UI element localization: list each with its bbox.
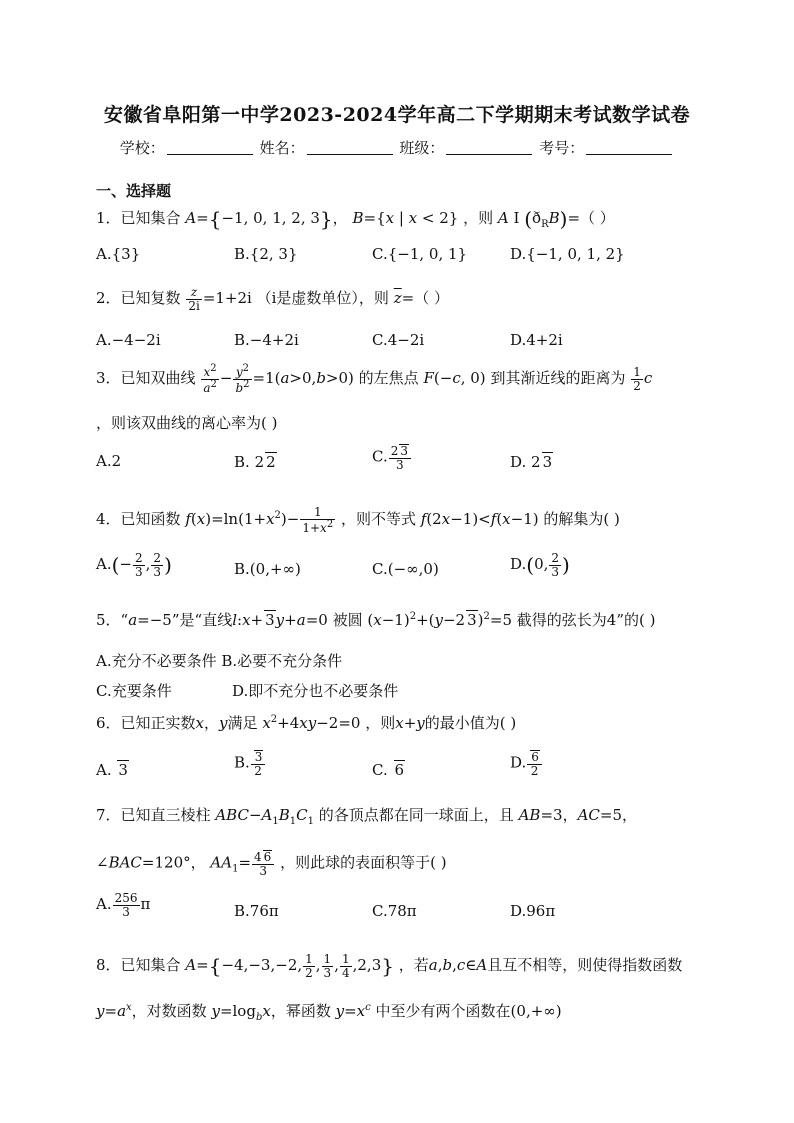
number-label: 考号：	[539, 139, 585, 157]
q4-option-a[interactable]: A.(− $\frac{2}{3}$ , $\frac{2}{3}$ )	[96, 551, 172, 579]
q5-options-row1	[96, 652, 342, 670]
q2-option-c[interactable]: C.4−2i	[372, 331, 425, 349]
question-1: 1．已知集合 A={−1, 0, 1, 2, 3}， B={x | x < 2} ，则 A I $(ð_RB)=$（ ）	[96, 207, 615, 231]
q8-text-e: ，幂函数	[270, 1002, 331, 1020]
question-4: 4．已知函数 $f(x)=\ln(1+x^2)-$ $\frac{1}{1+x^2}$ ，则不等式 f(2x−1)<f(x−1) 的解集为( )	[96, 505, 620, 535]
class-label: 班级：	[399, 139, 445, 157]
q7-option-d[interactable]: D.96π	[510, 902, 556, 920]
q5-text-c: 被圆	[332, 611, 363, 629]
q4-option-c[interactable]: C.(−∞,0)	[372, 560, 439, 578]
q2-text-b: （i是虚数单位），则	[256, 289, 389, 308]
page-title: 安徽省阜阳第一中学2023-2024学年高二下学期期末考试数学试卷	[103, 104, 691, 126]
q4-text-c: 的解集为( )	[543, 510, 620, 529]
q4-option-d[interactable]: D.(0, $\frac{2}{3}$ )	[510, 551, 570, 579]
q5-option-d[interactable]: D.即不充分也不必要条件	[232, 682, 399, 700]
q6-text-c: ，则	[365, 714, 396, 732]
q5-text-d: 截得的弦长为4”的( )	[516, 611, 656, 629]
q5-option-c[interactable]: C.充要条件	[96, 682, 172, 700]
q1-tail: （ ）	[580, 209, 615, 227]
q6-option-a[interactable]: A. 3	[96, 761, 128, 779]
q3-option-c[interactable]: C. $\frac{2 3}{3}$	[372, 444, 412, 471]
q7-text-e: ，则此球的表面积等于( )	[280, 853, 447, 872]
q5-text-b: ”是“直线	[171, 611, 233, 629]
question-8: 8．已知集合 A={−4,−3,−2, $\frac{1}{2}$ , $\frac{1}{3}$ , $\frac{1}{4}$ ,2,3} ，若a,b,c∈A且互不相等，则使得指数函数	[96, 952, 683, 980]
q3-option-b[interactable]: B. 2 2	[234, 453, 276, 471]
q3-text-c: 到其渐近线的距离为	[490, 369, 626, 388]
question-5: 5．“a=−5”是“直线l:x+ 3y+a=0 被圆 $(x-1)^2+(y-2$ 3)$^2$=5 截得的弦长为4”的( )	[96, 611, 656, 629]
q6-option-d[interactable]: D. $\frac{6}{2}$	[510, 750, 543, 777]
number-blank	[586, 140, 672, 155]
q2-tail: （ ）	[414, 289, 449, 308]
q6-text-b: 满足	[227, 714, 258, 732]
q7-option-c[interactable]: C.78π	[372, 902, 417, 920]
name-label: 姓名：	[259, 139, 305, 157]
q5-option-b[interactable]: B.必要不充分条件	[221, 652, 343, 670]
q1-option-d[interactable]: D.{−1, 0, 1, 2}	[510, 245, 625, 263]
q7-text-b: 的各顶点都在同一球面上，且	[318, 806, 514, 824]
q1-option-b[interactable]: B.{2, 3}	[234, 245, 298, 263]
q1-math: A	[185, 209, 197, 227]
q8-text-c: 且互不相等，则使得指数函数	[487, 956, 683, 975]
question-7: 7．已知直三棱柱 $ABC-A_1B_1C_1$ 的各顶点都在同一球面上，且 AB=3，AC=5，	[96, 806, 638, 827]
q2-text: 2．已知复数	[96, 289, 181, 308]
school-label: 学校：	[119, 139, 165, 157]
question-3-cont: ，则该双曲线的离心率为( )	[96, 414, 278, 432]
q6-option-c[interactable]: C. 6	[372, 761, 405, 779]
q6-text-d: 的最小值为( )	[424, 714, 517, 732]
q5-option-a[interactable]: A.充分不必要条件	[96, 652, 217, 670]
q8-text-b: ，若	[398, 956, 429, 975]
q1-text: 1．已知集合	[96, 209, 181, 227]
question-8-cont: $y=a^x$，对数函数 $y=\log_bx$，幂函数 $y=x^c$ 中至少有两个函数在(0,+∞)	[96, 1002, 562, 1023]
question-7-cont: ∠BAC=120°， $AA_1=$ $\frac{4 6}{3}$ ，则此球的表面积等于( )	[96, 850, 447, 878]
q4-text: 4．已知函数	[96, 510, 181, 529]
q3-option-d[interactable]: D. 2 3	[510, 453, 553, 471]
q4-text-b: ，则不等式	[340, 510, 416, 529]
student-info-line	[0, 137, 794, 158]
name-blank	[307, 140, 393, 155]
q1-option-c[interactable]: C.{−1, 0, 1}	[372, 245, 468, 263]
q5-text: 5．“	[96, 611, 129, 629]
q5-options-row2	[96, 682, 398, 700]
school-blank	[167, 140, 253, 155]
q8-text-d: ，对数函数	[131, 1002, 207, 1020]
q2-option-a[interactable]: A.−4−2i	[96, 331, 161, 349]
q3-text: 3．已知双曲线	[96, 369, 196, 388]
class-blank	[446, 140, 532, 155]
question-6: 6．已知正实数x，y满足 $x^2+4xy-2=0$ ，则x+y的最小值为( )	[96, 714, 517, 732]
q2-option-b[interactable]: B.−4+2i	[234, 331, 299, 349]
section-heading: 一、选择题	[96, 182, 172, 200]
q7-text: 7．已知直三棱柱	[96, 806, 211, 824]
q6-option-b[interactable]: B. $\frac{3}{2}$	[234, 750, 266, 777]
q7-option-a[interactable]: A. $\frac{256}{3}$ π	[96, 891, 151, 919]
q1-option-a[interactable]: A.{3}	[96, 245, 141, 263]
q8-text-f: 中至少有两个函数在	[375, 1002, 511, 1020]
q3-text-b: 的左焦点	[358, 369, 419, 388]
q6-text: 6．已知正实数	[96, 714, 196, 732]
q4-option-b[interactable]: B.(0,+∞)	[234, 560, 301, 578]
q2-option-d[interactable]: D.4+2i	[510, 331, 563, 349]
q8-text: 8．已知集合	[96, 956, 181, 975]
question-3: 3．已知双曲线 $\frac{x^2}{a^2}$ − $\frac{y^2}{b^2}$ =1(a>0,b>0) 的左焦点 F(−c, 0) 到其渐近线的距离为 $\frac{1}{2}$ c	[96, 363, 653, 395]
q7-option-b[interactable]: B.76π	[234, 902, 279, 920]
q1-text-b: ，则	[463, 209, 494, 227]
question-2: 2．已知复数 $\frac{z}{2i}$ =1+2i （i是虚数单位），则 $\overline{z}=$（ ）	[96, 285, 449, 313]
q3-option-a[interactable]: A.2	[96, 452, 122, 470]
